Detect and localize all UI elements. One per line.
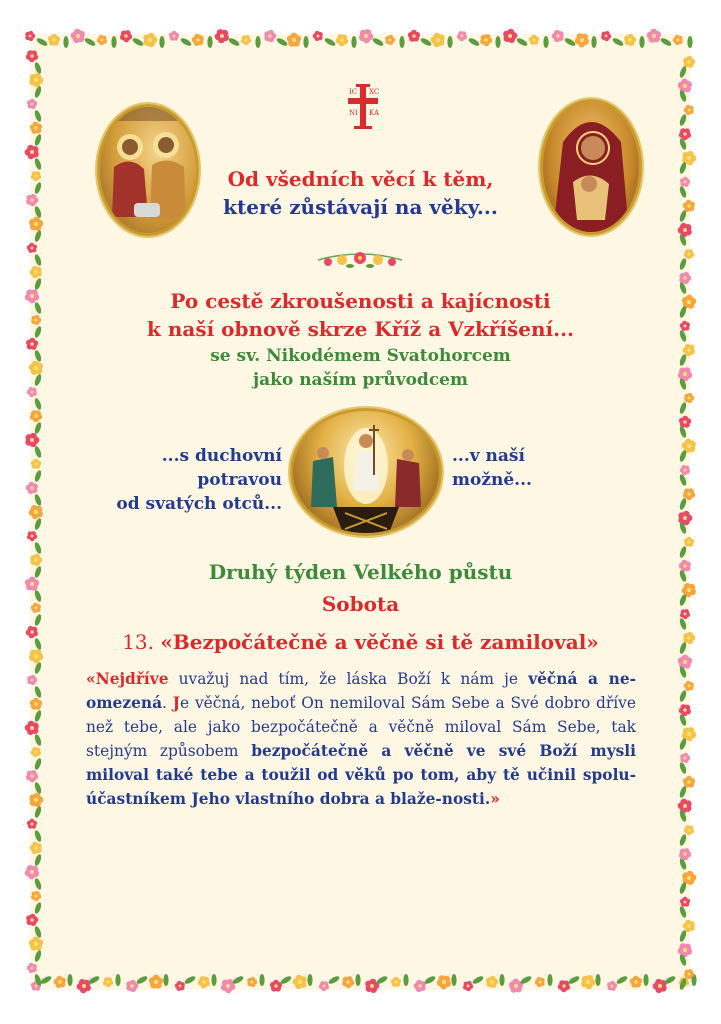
quote-close: » (490, 790, 500, 808)
intro-guide (100, 344, 621, 392)
quote-part-1: uvažuj nad tím, že láska Boží k nám je (168, 670, 529, 688)
intro-heading (100, 287, 621, 343)
intro-line-1: Po cestě zkroušenosti a kajícnosti (170, 289, 551, 313)
side-left-line-2: potravou (197, 470, 282, 490)
cross-label-ka: KA (369, 109, 380, 117)
side-text-right (452, 444, 652, 492)
quote-paragraph (86, 667, 636, 811)
reading-title (60, 628, 661, 656)
intro-line-2: k naší obnově skrze Kříž a Vzkříšení... (147, 317, 574, 341)
intro-line-3: se sv. Nikodémem Svatohorcem (210, 346, 511, 366)
quote-initial-j: J (172, 694, 181, 712)
reading-title-text: «Bezpočátečně a věčně si tě zamiloval» (160, 630, 599, 654)
cross-label-ic: IC (349, 88, 358, 96)
quote-open: « (86, 670, 96, 688)
side-left-line-1: ...s duchovní (161, 446, 282, 466)
reading-number: 13. (122, 630, 154, 654)
quote-part-3: e věčná, neboť On nemiloval Sám Sebe a Své dobro dříve než tebe, ale jako bezpočátečně a věčně miloval Sám Sebe, tak stejným způsobem (86, 694, 636, 760)
title-line-2: které zůstávají na věky... (223, 195, 498, 219)
side-right-line-2: možně... (452, 470, 532, 490)
icon-resurrection (290, 408, 442, 536)
quote-part-2: . (162, 694, 173, 712)
floral-divider (314, 246, 406, 274)
page-title (100, 165, 621, 221)
quote-bold-1: věčná a ne-omezená (86, 670, 636, 712)
quote-first-word: Nejdříve (95, 670, 169, 688)
side-right-line-1: ...v naší (452, 446, 525, 466)
day-heading: Sobota (321, 592, 400, 616)
week-heading: Druhý týden Velkého půstu (208, 560, 513, 584)
intro-line-4: jako naším průvodcem (253, 370, 468, 390)
cross-label-xc: XC (369, 88, 380, 96)
side-text-left (60, 444, 282, 516)
cross-icon (338, 82, 388, 132)
side-left-line-3: od svatých otců... (116, 494, 282, 514)
cross-label-ni: NI (349, 109, 358, 117)
border-leaf (691, 974, 696, 986)
title-line-1: Od všedních věcí k těm, (227, 167, 494, 191)
quote-bold-2: bezpočátečně a věčně ve své Boží mysli miloval také tebe a toužil od věků po tom, aby tě učinil spolu-účastníkem Jeho vlastního dobra a blaže-nosti. (86, 742, 636, 808)
